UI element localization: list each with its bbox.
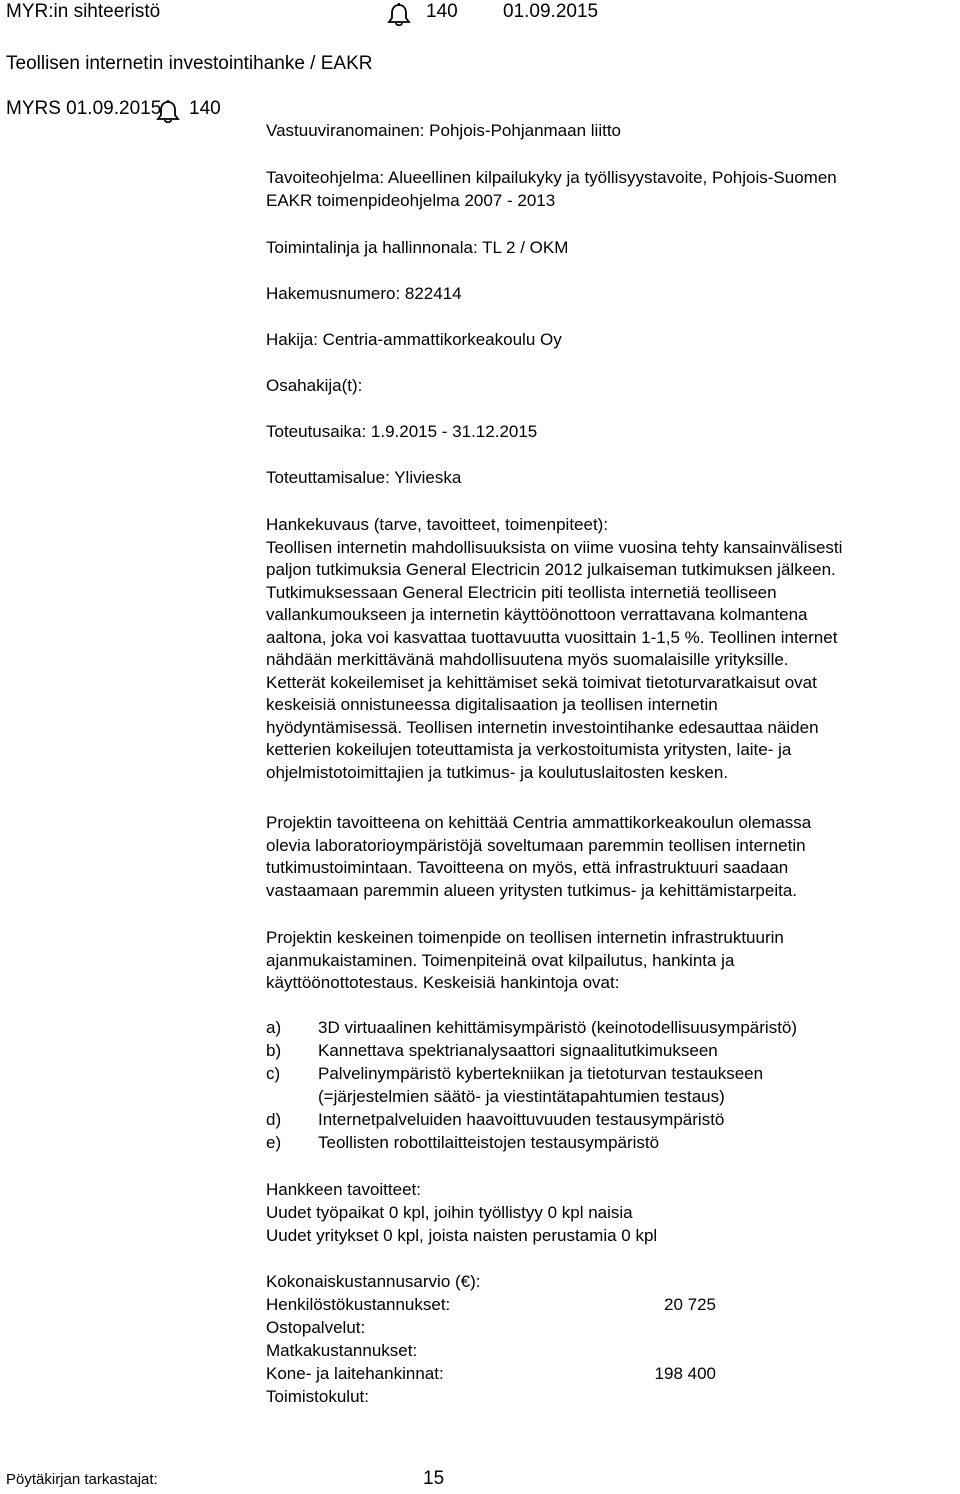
description-paragraph [266,514,842,784]
header-title: MYR:in sihteeristö [6,1,161,22]
field-vastuuviranomainen: Vastuuviranomainen: Pohjois-Pohjanmaan liitto [266,121,621,140]
cost-row [266,1341,726,1364]
description-line: Hankekuvaus (tarve, tavoitteet, toimenpiteet): [266,515,609,534]
description-line: paljon tutkimuksia General Electricin 2012 julkaiseman tutkimuksen jälkeen. [266,560,836,579]
description-line: aaltona, joka voi kasvattaa tuottavuutta vuosittain 1-1,5 %. Teollinen internet [266,627,838,647]
cost-label: Henkilöstökustannukset: [266,1295,451,1314]
field-toimintalinja: Toimintalinja ja hallinnonala: TL 2 / OKM [266,238,569,257]
targets-companies: Uudet yritykset 0 kpl, joista naisten perustamia 0 kpl [266,1226,658,1245]
field-tavoiteohjelma-line1: Tavoiteohjelma: Alueellinen kilpailukyky ja työllisyystavoite, Pohjois-Suomen [266,168,837,187]
description-line: Ketterät kokeilemiset ja kehittämiset sekä toimivat tietoturvaratkaisut ovat [266,672,817,692]
item-bell-icon [155,99,181,125]
action-paragraph [266,927,784,995]
cost-row [266,1387,726,1410]
header-number: 140 [426,1,458,22]
goal-line: olevia laboratorioympäristöjä soveltumaan paremmin teollisen internetin [266,835,806,855]
targets-heading: Hankkeen tavoitteet: [266,1180,421,1199]
description-line: hyödyntämisessä. Teollisen internetin investointihanke edesauttaa näiden [266,717,819,737]
footer-page-number: 15 [423,1468,445,1489]
action-line: Projektin keskeinen toimenpide on teollisen internetin infrastruktuurin [266,928,784,947]
description-line: Teollisen internetin mahdollisuuksista on viime vuosina tehty kansainvälisesti [266,537,843,557]
header-subtitle: Teollisen internetin investointihanke / EAKR [6,53,373,74]
description-line: ketterien kokeilujen toteuttamista ja verkostoitumista yritysten, laite- ja [266,740,792,759]
list-item-letter: a) [266,1018,282,1037]
list-item-letter: c) [266,1064,281,1083]
list-item-letter: b) [266,1041,282,1060]
goal-line: vastaamaan paremmin alueen yritysten tutkimus- ja kehittämistarpeita. [266,880,798,900]
description-line: vallankumoukseen ja internetin käyttöönottoon verrattavana kolmantena [266,605,808,624]
list-item-text: Internetpalveluiden haavoittuvuuden testausympäristö [318,1110,725,1129]
targets-jobs: Uudet työpaikat 0 kpl, joihin työllistyy 0 kpl naisia [266,1203,633,1222]
description-line: nähdään merkittävänä mahdollisuutena myös suomalaisille yrityksille. [266,650,789,669]
description-line: keskeisiä onnistuneessa digitalisaation ja teollisen internetin [266,695,718,714]
list-item-text: 3D virtuaalinen kehittämisympäristö (keinotodellisuusympäristö) [318,1018,798,1037]
cost-label: Kone- ja laitehankinnat: [266,1364,444,1383]
cost-row [266,1318,726,1341]
cost-label: Toimistokulut: [266,1387,369,1406]
cost-row [266,1295,726,1318]
footer-label: Pöytäkirjan tarkastajat: [6,1471,158,1488]
item-ref-prefix: MYRS 01.09.2015 [6,98,162,119]
costs-heading: Kokonaiskustannusarvio (€): [266,1272,481,1291]
field-osahakija: Osahakija(t): [266,376,363,395]
cost-row [266,1364,726,1387]
cost-value: 198 400 [654,1364,716,1383]
list-item-text: Kannettava spektrianalysaattori signaalitutkimukseen [318,1041,718,1060]
list-item-text: (=järjestelmien säätö- ja viestintätapahtumien testaus) [318,1087,725,1106]
list-item-text: Teollisten robottilaitteistojen testausympäristö [318,1133,660,1152]
cost-label: Ostopalvelut: [266,1318,366,1337]
action-line: ajanmukaistaminen. Toimenpiteinä ovat kilpailutus, hankinta ja [266,950,735,970]
goal-line: Projektin tavoitteena on kehittää Centria ammattikorkeakoulun olemassa [266,813,812,832]
goal-paragraph [266,812,811,902]
cost-label: Matkakustannukset: [266,1341,418,1360]
field-toteutusaika: Toteutusaika: 1.9.2015 - 31.12.2015 [266,422,538,441]
header-date: 01.09.2015 [503,1,599,22]
header-bell-icon [386,2,412,28]
description-line: ohjelmistotoimittajien ja tutkimus- ja koulutuslaitosten kesken. [266,762,729,782]
item-ref-number: 140 [189,98,221,119]
cost-value: 20 725 [664,1295,716,1314]
action-line: käyttöönottotestaus. Keskeisiä hankintoja ovat: [266,973,620,992]
description-line: Tutkimuksessaan General Electricin piti teollista internetiä teolliseen [266,582,777,602]
list-item-letter: e) [266,1133,282,1152]
list-item-letter: d) [266,1110,282,1129]
field-hakija: Hakija: Centria-ammattikorkeakoulu Oy [266,330,562,349]
field-tavoiteohjelma-line2: EAKR toimenpideohjelma 2007 - 2013 [266,191,556,210]
field-hakemusnumero: Hakemusnumero: 822414 [266,284,462,303]
field-toteuttamisalue: Toteuttamisalue: Ylivieska [266,468,462,487]
list-item-text: Palvelinympäristö kybertekniikan ja tietoturvan testaukseen [318,1064,764,1083]
goal-line: tutkimustoimintaan. Tavoitteena on myös, että infrastruktuuri saadaan [266,858,789,877]
